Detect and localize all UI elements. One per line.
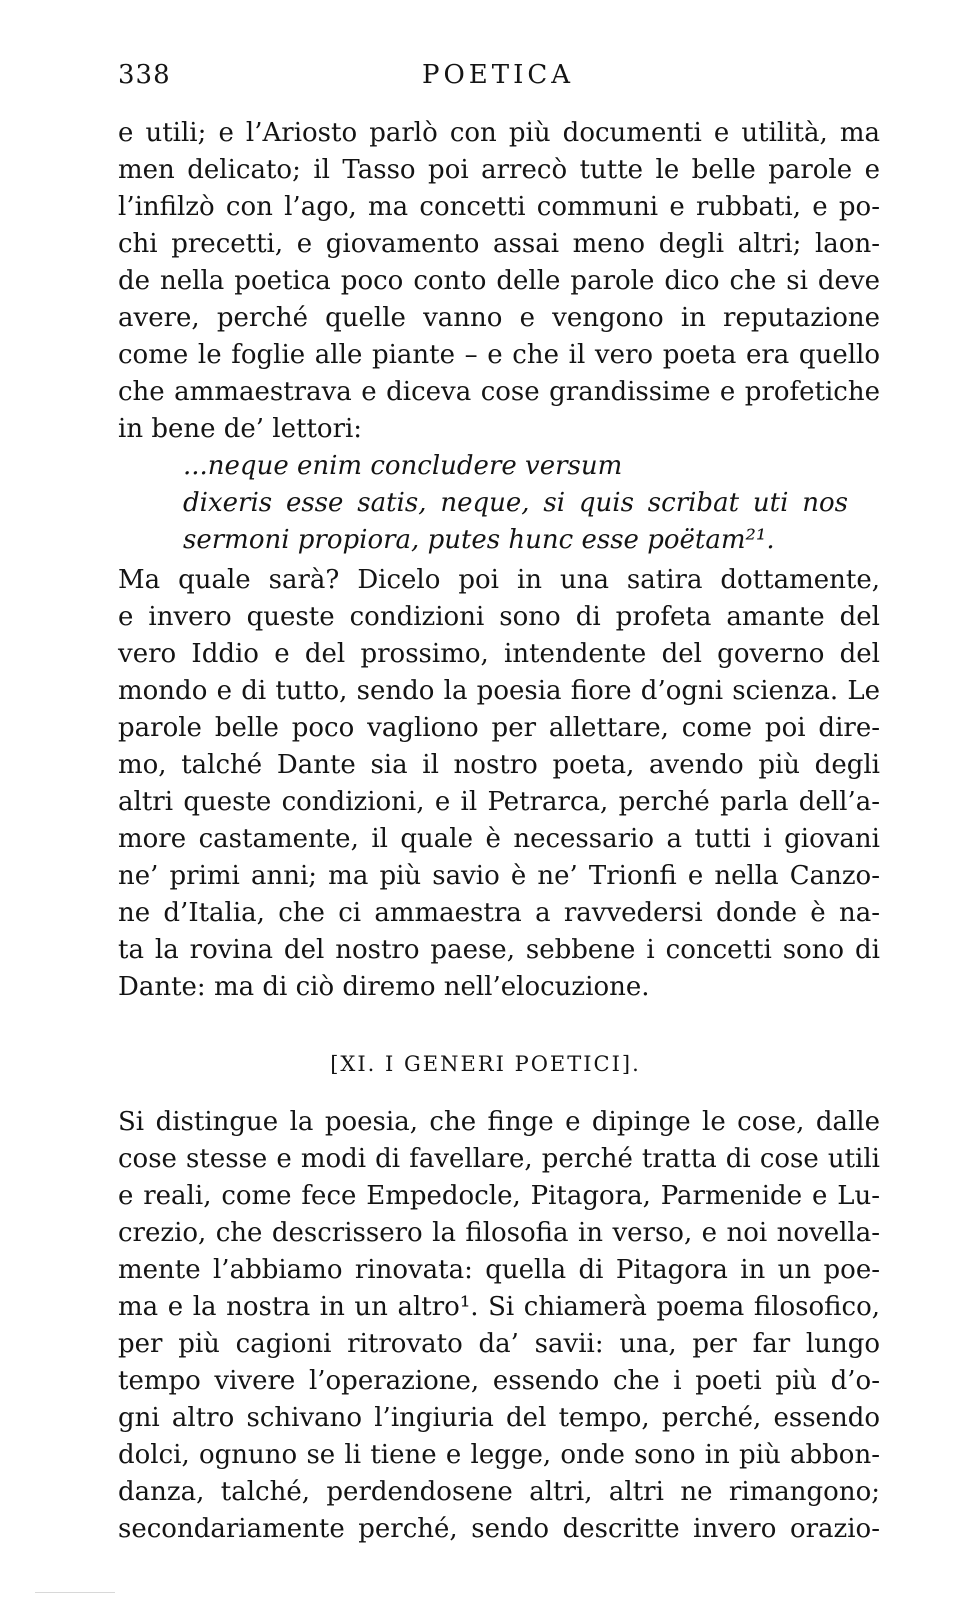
text-line: mondo e di tutto, sendo la poesia fiore d’ogni scienza. Le [118,676,880,706]
text-line: ne’ primi anni; ma più savio è ne’ Trionfi e nella Canzo‑ [118,861,880,891]
text-line: mo, talché Dante sia il nostro poeta, avendo più degli [118,750,880,780]
text-line: de nella poetica poco conto delle parole dico che si deve [118,266,880,296]
page-number: 338 [118,60,171,90]
text-line: altri queste condizioni, e il Petrarca, perché parla dell’a‑ [118,787,880,817]
text-line: chi precetti, e giovamento assai meno degli altri; laon‑ [118,229,880,259]
text-line: avere, perché quelle vanno e vengono in reputazione [118,303,880,333]
text-line: cose stesse e modi di favellare, perché tratta di cose utili [118,1144,880,1174]
text-line: tempo vivere l’operazione, essendo che i poeti più d’o‑ [118,1366,880,1396]
running-title: POETICA [421,60,575,90]
page-header [118,60,878,100]
text-line: Ma quale sarà? Dicelo poi in una satira dottamente, [118,565,880,595]
text-line: crezio, che descrissero la filosofia in verso, e noi novella‑ [118,1218,880,1248]
quote-line: dixeris esse satis, neque, si quis scribat uti nos [183,488,848,518]
text-line: Dante: ma di ciò diremo nell’elocuzione. [118,972,650,1002]
text-line: e invero queste condizioni sono di profeta amante del [118,602,880,632]
text-line: mente l’abbiamo rinovata: quella di Pitagora in un poe‑ [118,1255,880,1285]
text-line: danza, talché, perdendosene altri, altri ne rimangono; [118,1477,880,1507]
text-line: vero Iddio e del prossimo, intendente del governo del [118,639,880,669]
section-heading: [XI. I GENERI POETICI]. [330,1052,641,1076]
text-line: gni altro schivano l’ingiuria del tempo, perché, essendo [118,1403,880,1433]
text-line: ne d’Italia, che ci ammaestra a ravvedersi donde è na‑ [118,898,880,928]
text-line: che ammaestrava e diceva cose grandissime e profetiche [118,377,880,407]
text-line: in bene de’ lettori: [118,414,363,444]
quote-line: ...neque enim concludere versum [183,451,623,481]
text-line: Si distingue la poesia, che finge e dipinge le cose, dalle [118,1107,880,1137]
text-line: e reali, come fece Empedocle, Pitagora, Parmenide e Lu‑ [118,1181,880,1211]
text-line: parole belle poco vagliono per allettare, come poi dire‑ [118,713,880,743]
text-line: dolci, ognuno se li tiene e legge, onde sono in più abbon‑ [118,1440,880,1470]
text-line: come le foglie alle piante – e che il vero poeta era quello [118,340,880,370]
text-line: men delicato; il Tasso poi arrecò tutte le belle parole e [118,155,880,185]
scan-edge-mark [35,1592,115,1593]
text-line: ma e la nostra in un altro¹. Si chiamerà poema filosofico, [118,1292,880,1322]
text-line: per più cagioni ritrovato da’ savii: una, per far lungo [118,1329,880,1359]
text-line: more castamente, il quale è necessario a tutti i giovani [118,824,880,854]
text-line: e utili; e l’Ariosto parlò con più documenti e utilità, ma [118,118,880,148]
text-line: secondariamente perché, sendo descritte invero orazio‑ [118,1514,880,1544]
text-line: l’infilzò con l’ago, ma concetti communi e rubbati, e po‑ [118,192,880,222]
quote-line: sermoni propiora, putes hunc esse poëtam²¹. [183,525,775,555]
text-line: ta la rovina del nostro paese, sebbene i concetti sono di [118,935,880,965]
